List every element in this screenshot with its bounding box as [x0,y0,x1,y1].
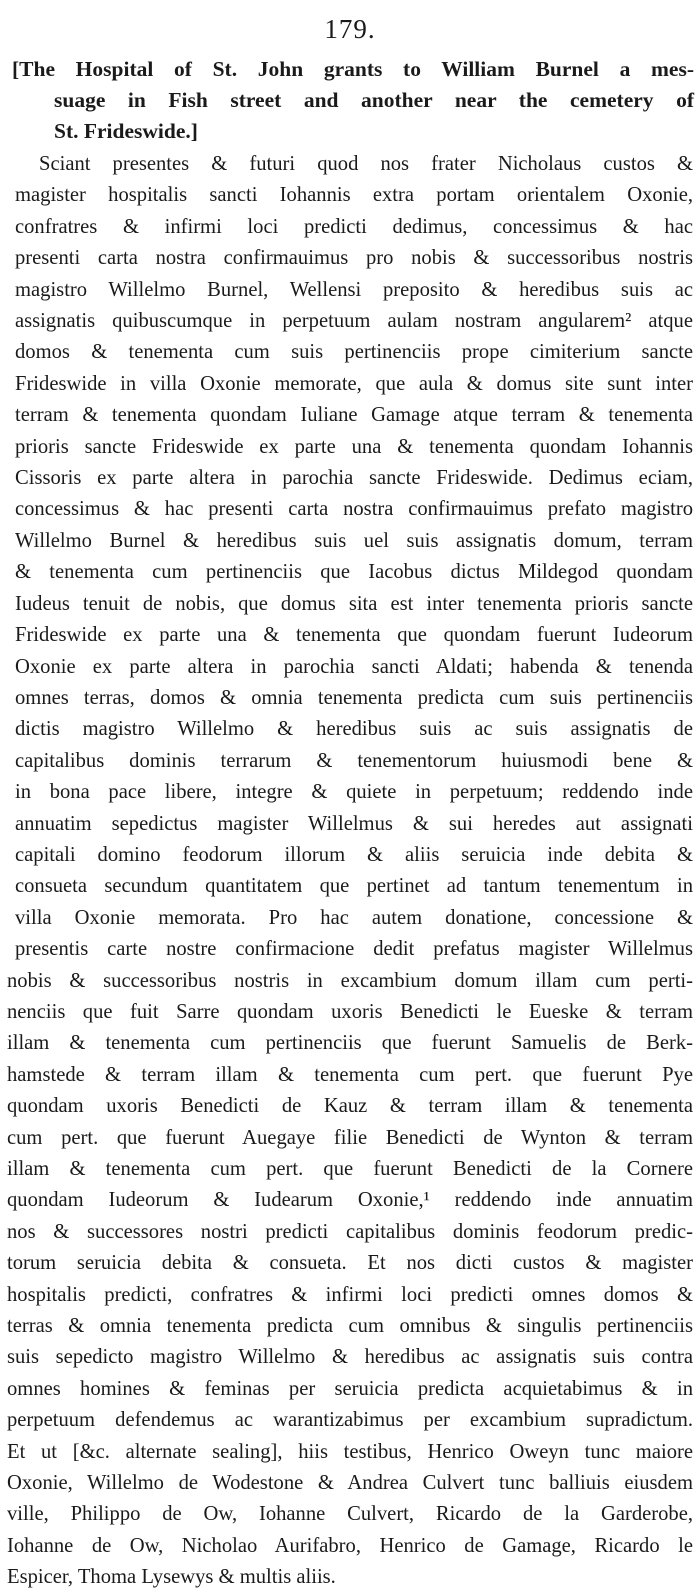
text-line: ville, Philippo de Ow, Iohanne Culvert, Ricardo de la Garderobe, [7,1503,693,1526]
text-line: quondam uxoris Benedicti de Kauz & terram illam & tenementa [7,1095,693,1118]
text-line: magistro Willelmo Burnel, Wellensi preposito & heredibus suis ac [15,278,693,301]
text-line: presenti carta nostra confirmauimus pro nobis & successoribus nostris [15,247,693,270]
text-line: Cissoris ex parte altera in parochia sancte Frideswide. Dedimus eciam, [15,467,693,490]
text-line: terram & tenementa quondam Iuliane Gamage atque terram & tenementa [15,404,693,427]
text-line: assignatis quibuscumque in perpetuum aulam nostram angularem² atque [15,310,693,333]
heading-line: St. Frideswide.] [54,119,198,143]
text-line: Frideswide ex parte una & tenementa que quondam fuerunt Iudeorum [15,624,693,647]
text-line: presentis carte nostre confirmacione dedit prefatus magister Willelmus [15,938,693,961]
text-line: Frideswide in villa Oxonie memorate, que aula & domus site sunt inter [15,372,693,395]
text-line: perpetuum defendemus ac warantizabimus per excambium supradictum. [7,1409,693,1432]
text-line: Et ut [&c. alternate sealing], hiis testibus, Henrico Oweyn tunc maiore [7,1440,693,1463]
text-line: confratres & infirmi loci predicti dedimus, concessimus & hac [15,215,693,238]
text-line: & tenementa cum pertinenciis que Iacobus dictus Mildegod quondam [15,561,693,584]
text-line: illam & tenementa cum pert. que fuerunt Benedicti de la Cornere [7,1158,693,1180]
text-line: Iohanne de Ow, Nicholao Aurifabro, Henrico de Gamage, Ricardo le [7,1534,693,1557]
text-line: Iudeus tenuit de nobis, que domus sita est inter tenementa prioris sancte [15,592,693,615]
text-line: Sciant presentes & futuri quod nos frater Nicholaus custos & [39,153,693,175]
text-line: dictis magistro Willelmo & heredibus suis ac suis assignatis de [15,718,693,741]
text-line: quondam Iudeorum & Iudearum Oxonie,¹ reddendo inde annuatim [7,1189,693,1212]
text-line: concessimus & hac presenti carta nostra confirmauimus prefato magistro [15,498,693,521]
text-line: capitali domino feodorum illorum & aliis seruicia inde debita & [15,843,693,866]
text-line: Willelmo Burnel & heredibus suis uel suis assignatis domum, terram [15,529,693,552]
text-line: Espicer, Thoma Lysewys & multis aliis. [7,1566,336,1589]
text-line: Oxonie, Willelmo de Wodestone & Andrea Culvert tunc balliuis eiusdem [7,1472,693,1495]
text-line: illam & tenementa cum pertinenciis que fuerunt Samuelis de Berk- [7,1032,693,1055]
text-line: consueta secundum quantitatem que pertinet ad tantum tenementum in [15,875,693,898]
text-line: suis sepedicto magistro Willelmo & heredibus ac assignatis suis contra [7,1346,693,1369]
text-line: nenciis que fuit Sarre quondam uxoris Benedicti le Eueske & terram [7,1000,693,1023]
heading-line: suage in Fish street and another near the cemetery of [54,88,694,112]
text-line: prioris sancte Frideswide ex parte una & tenementa quondam Iohannis [15,435,693,458]
text-line: domos & tenementa cum suis pertinenciis prope cimiterium sancte [15,341,693,364]
text-line: hamstede & terram illam & tenementa cum pert. que fuerunt Pye [7,1063,693,1086]
text-line: torum seruicia debita & consueta. Et nos dicti custos & magister [7,1252,693,1275]
text-line: nos & successores nostri predicti capitalibus dominis feodorum predic- [7,1220,693,1243]
text-line: hospitalis predicti, confratres & infirmi loci predicti omnes domos & [7,1283,693,1306]
text-line: terras & omnia tenementa predicta cum omnibus & singulis pertinenciis [7,1315,693,1338]
charter-text [7,149,693,1594]
heading-line: [The Hospital of St. John grants to William Burnel a mes- [12,57,694,81]
document-heading [12,54,694,147]
page-number: 179. [324,14,376,44]
text-line: omnes terras, domos & omnia tenementa predicta cum suis pertinenciis [15,686,693,709]
text-line: nobis & successoribus nostris in excambium domum illam cum perti- [7,969,693,992]
text-line: magister hospitalis sancti Iohannis extra portam orientalem Oxonie, [15,184,693,207]
text-line: capitalibus dominis terrarum & tenementorum huiusmodi bene & [15,749,693,772]
text-line: Oxonie ex parte altera in parochia sancti Aldati; habenda & tenenda [15,655,693,678]
text-line: annuatim sepedictus magister Willelmus & sui heredes aut assignati [15,812,693,835]
text-line: villa Oxonie memorata. Pro hac autem donatione, concessione & [15,906,693,929]
text-line: in bona pace libere, integre & quiete in perpetuum; reddendo inde [15,781,693,804]
text-line: cum pert. que fuerunt Auegaye filie Benedicti de Wynton & terram [7,1126,693,1149]
text-line: omnes homines & feminas per seruicia predicta acquietabimus & in [7,1377,693,1400]
